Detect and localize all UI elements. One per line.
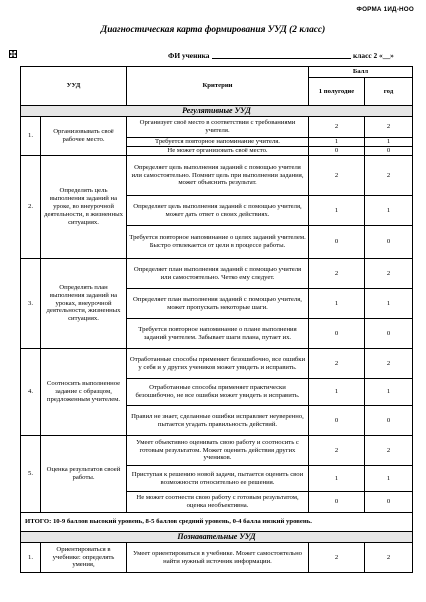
criterion-text: Отработанные способы применяет безошибочно, все ошибки у себя и у других учеников может увидеть и исправить. [127, 349, 309, 379]
criterion-text: Требуется повторное напоминание о плане выполнения заданий учителем. Забывает шаги плана, путает их. [127, 319, 309, 349]
score-half-year[interactable]: 0 [309, 406, 365, 436]
page-title: Диагностическая карта формирования УУД (2 класс) [100, 25, 326, 35]
score-half-year[interactable]: 0 [309, 226, 365, 259]
criterion-text: Приступая к решению новой задачи, пытается оценить свои возможности относительно ее решения. [127, 466, 309, 492]
criterion-text: Правил не знает, сделанные ошибки исправляет неуверенно, пытается угадать правильность действий. [127, 406, 309, 436]
form-code: ФОРМА 1ИД-НОО [356, 6, 414, 13]
score-year[interactable]: 1 [365, 196, 413, 226]
skill-number: 1. [21, 543, 41, 573]
half-year-column-header: 1 полугодие [309, 78, 365, 106]
skill-name: Ориентироваться в учебнике: определять умения, [41, 543, 127, 573]
score-column-header: Балл [309, 67, 413, 78]
score-year[interactable]: 0 [365, 147, 413, 156]
score-half-year[interactable]: 1 [309, 466, 365, 492]
skill-name: Организовывать своё рабочее место. [41, 117, 127, 156]
skill-name: Оценка результатов своей работы. [41, 436, 127, 513]
score-half-year[interactable]: 1 [309, 379, 365, 406]
score-year[interactable]: 2 [365, 156, 413, 196]
skill-number: 2. [21, 156, 41, 259]
score-year[interactable]: 0 [365, 406, 413, 436]
criterion-text: Определяет план выполнения заданий с помощью учителя, может пропускать некоторые шаги. [127, 289, 309, 319]
score-half-year[interactable]: 2 [309, 349, 365, 379]
score-half-year[interactable]: 0 [309, 492, 365, 513]
criteria-column-header: Критерии [127, 67, 309, 106]
score-year[interactable]: 2 [365, 259, 413, 289]
score-year[interactable]: 2 [365, 543, 413, 573]
score-half-year[interactable]: 0 [309, 319, 365, 349]
score-half-year[interactable]: 2 [309, 156, 365, 196]
section-cognitive: Познавательные УУД [21, 532, 413, 543]
score-half-year[interactable]: 1 [309, 196, 365, 226]
student-label: ФИ ученика [168, 51, 210, 60]
criterion-text: Определяет цель выполнения заданий с помощью учителя, может дать ответ о своих действиях. [127, 196, 309, 226]
criterion-text: Требуется повторное напоминание учителя. [127, 138, 309, 147]
uud-column-header: УУД [21, 67, 127, 106]
score-year[interactable]: 2 [365, 349, 413, 379]
skill-name: Определять план выполнения заданий на уроках, внеурочной деятельности, жизненных ситуациях. [41, 259, 127, 349]
skill-number: 4. [21, 349, 41, 436]
criterion-text: Определяет план выполнения заданий с помощью учителя или самостоятельно. Четко ему следует. [127, 259, 309, 289]
criterion-text: Отработанные способы применяет практически безошибочно, не все ошибки может увидеть и исправить. [127, 379, 309, 406]
score-year[interactable]: 1 [365, 138, 413, 147]
score-year[interactable]: 0 [365, 492, 413, 513]
criterion-text: Не может соотнести свою работу с готовым результатом, оценка необъективна. [127, 492, 309, 513]
total-summary: ИТОГО: 10-9 баллов высокий уровень, 8-5 баллов средний уровень, 0-4 балла низкий уровень. [21, 513, 413, 532]
score-half-year[interactable]: 2 [309, 543, 365, 573]
section-regulatory: Регулятивные УУД [21, 106, 413, 117]
score-half-year[interactable]: 2 [309, 117, 365, 138]
score-half-year[interactable]: 2 [309, 259, 365, 289]
score-year[interactable]: 0 [365, 319, 413, 349]
score-year[interactable]: 0 [365, 226, 413, 259]
score-year[interactable]: 1 [365, 379, 413, 406]
score-year[interactable]: 1 [365, 289, 413, 319]
criterion-text: Не может организовать своё место. [127, 147, 309, 156]
skill-name: Определять цель выполнения заданий на уроке, во внеурочной деятельности, в жизненных ситуациях. [41, 156, 127, 259]
table-move-handle-icon[interactable] [9, 50, 17, 58]
skill-number: 3. [21, 259, 41, 349]
criterion-text: Требуется повторное напоминание о целях заданий учителем. Быстро отвлекается от цели в процессе работы. [127, 226, 309, 259]
skill-number: 5. [21, 436, 41, 513]
diagnostic-table [20, 66, 413, 573]
score-year[interactable]: 1 [365, 466, 413, 492]
score-half-year[interactable]: 0 [309, 147, 365, 156]
criterion-text: Умеет объективно оценивать свою работу и соотносить с готовым результатом. Может оценить действия других учеников. [127, 436, 309, 466]
class-label: класс 2 «__» [353, 51, 394, 60]
criterion-text: Умеет ориентироваться в учебнике. Может самостоятельно найти нужный источник информации. [127, 543, 309, 573]
student-name-field[interactable] [212, 58, 351, 59]
skill-number: 1. [21, 117, 41, 156]
score-half-year[interactable]: 1 [309, 138, 365, 147]
score-year[interactable]: 2 [365, 436, 413, 466]
criterion-text: Определяет цель выполнения заданий с помощью учителя или самостоятельно. Помнит цель при выполнении задания, может объяснить результат. [127, 156, 309, 196]
year-column-header: год [365, 78, 413, 106]
criterion-text: Организует своё место в соответствии с требованиями учителя. [127, 117, 309, 138]
skill-name: Соотносить выполненное задание с образцом, предложенным учителем. [41, 349, 127, 436]
score-half-year[interactable]: 1 [309, 289, 365, 319]
score-year[interactable]: 2 [365, 117, 413, 138]
score-half-year[interactable]: 2 [309, 436, 365, 466]
